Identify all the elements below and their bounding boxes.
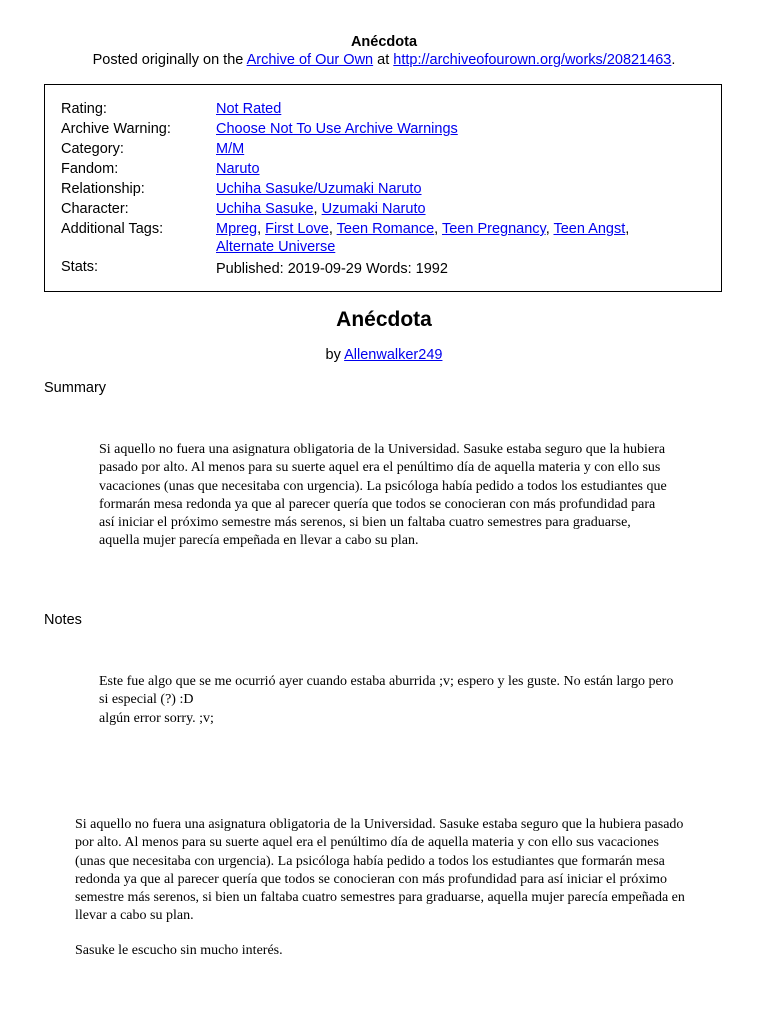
relationship-link[interactable]: Uchiha Sasuke/Uzumaki Naruto [216, 181, 422, 197]
tags-label: Additional Tags: [61, 221, 164, 237]
relationship-label: Relationship: [61, 181, 145, 197]
tag-link[interactable]: Mpreg [216, 221, 258, 237]
stats-value: Published: 2019-09-29 Words: 1992 [216, 261, 448, 277]
by-text: by [325, 347, 341, 363]
fandom-label: Fandom: [61, 161, 119, 177]
body-paragraph: Si aquello no fuera una asignatura obligatoria de la Universidad. Sasuke estaba seguro que la hubiera pasado por alto. Al menos para su suerte aquel era el penúltimo día de aquella materia y con ello sus vacaciones (unas que necesitaba con urgencia). La psicóloga había pedido a todos los estudiantes que formarán mesa redonda ya que al parecer quería que todos se conocieran con más profundidad para así iniciar el próximo semestre más serenos, si bien un faltaba cuatro semestres para graduarse, aquella mujer parecía empeñada en llevar a cabo su plan. [75, 817, 685, 924]
work-title: Anécdota [336, 308, 432, 331]
work-url-link[interactable]: http://archiveofourown.org/works/20821463 [393, 52, 672, 68]
category-link[interactable]: M/M [216, 141, 245, 157]
fandom-link[interactable]: Naruto [216, 161, 260, 177]
header-title: Anécdota [350, 34, 418, 50]
archive-link[interactable]: Archive of Our Own [246, 52, 374, 68]
notes-heading: Notes [44, 612, 82, 628]
body-paragraph: Sasuke le escucho sin mucho interés. [75, 942, 283, 958]
byline [0, 347, 768, 363]
character-link[interactable]: Uchiha Sasuke [216, 201, 314, 217]
warning-link[interactable]: Choose Not To Use Archive Warnings [216, 121, 458, 137]
notes-line: algún error sorry. ;v; [99, 710, 214, 726]
warning-label: Archive Warning: [61, 121, 171, 137]
notes-text [99, 673, 679, 728]
category-label: Category: [61, 141, 124, 157]
posted-line [0, 52, 768, 68]
author-link[interactable]: Allenwalker249 [344, 347, 443, 363]
tag-link[interactable]: Teen Angst [553, 221, 626, 237]
tag-link[interactable]: Teen Romance [336, 221, 435, 237]
summary-text [99, 441, 667, 551]
character-link[interactable]: Uzumaki Naruto [321, 201, 426, 217]
at-text: at [377, 52, 390, 68]
rating-label: Rating: [61, 101, 107, 117]
notes-line: Este fue algo que se me ocurrió ayer cuando estaba aburrida ;v; espero y les guste. No están largo pero si especial (?) :D [99, 674, 674, 708]
stats-label: Stats: [61, 259, 99, 275]
period: . [671, 52, 676, 68]
tag-link[interactable]: First Love [265, 221, 329, 237]
summary-paragraph: Si aquello no fuera una asignatura obligatoria de la Universidad. Sasuke estaba seguro que la hubiera pasado por alto. Al menos para su suerte aquel era el penúltimo día de aquella materia y con ello sus vacaciones (unas que necesitaba con urgencia). La psicóloga había pedido a todos los estudiantes que formarán mesa redonda ya que al parecer quería que todos se conocieran con más profundidad para así iniciar el próximo semestre más serenos, si bien un faltaba cuatro semestres para graduarse, aquella mujer parecía empeñada en llevar a cabo su plan. [99, 442, 667, 549]
character-label: Character: [61, 201, 129, 217]
rating-link[interactable]: Not Rated [216, 101, 282, 117]
chapter-body [75, 816, 687, 960]
posted-prefix: Posted originally on the [92, 52, 244, 68]
tag-link[interactable]: Alternate Universe [216, 239, 336, 255]
tag-link[interactable]: Teen Pregnancy [441, 221, 546, 237]
summary-heading: Summary [44, 380, 107, 396]
meta-box: Rating: Not Rated Archive Warning: Choose Not To Use Archive Warnings Category: M/M Fandom: Naruto Relationship: Uchiha Sasuke/Uzumaki Naruto Character: Uchiha Sasuke, Uzumaki Naruto Additional Tags: Mpreg, First Love, Teen Romance, Teen Pregnancy, Teen Angst, Alternate Universe Stats: Published: 2019-09-29 Words: 1992 [44, 84, 722, 292]
